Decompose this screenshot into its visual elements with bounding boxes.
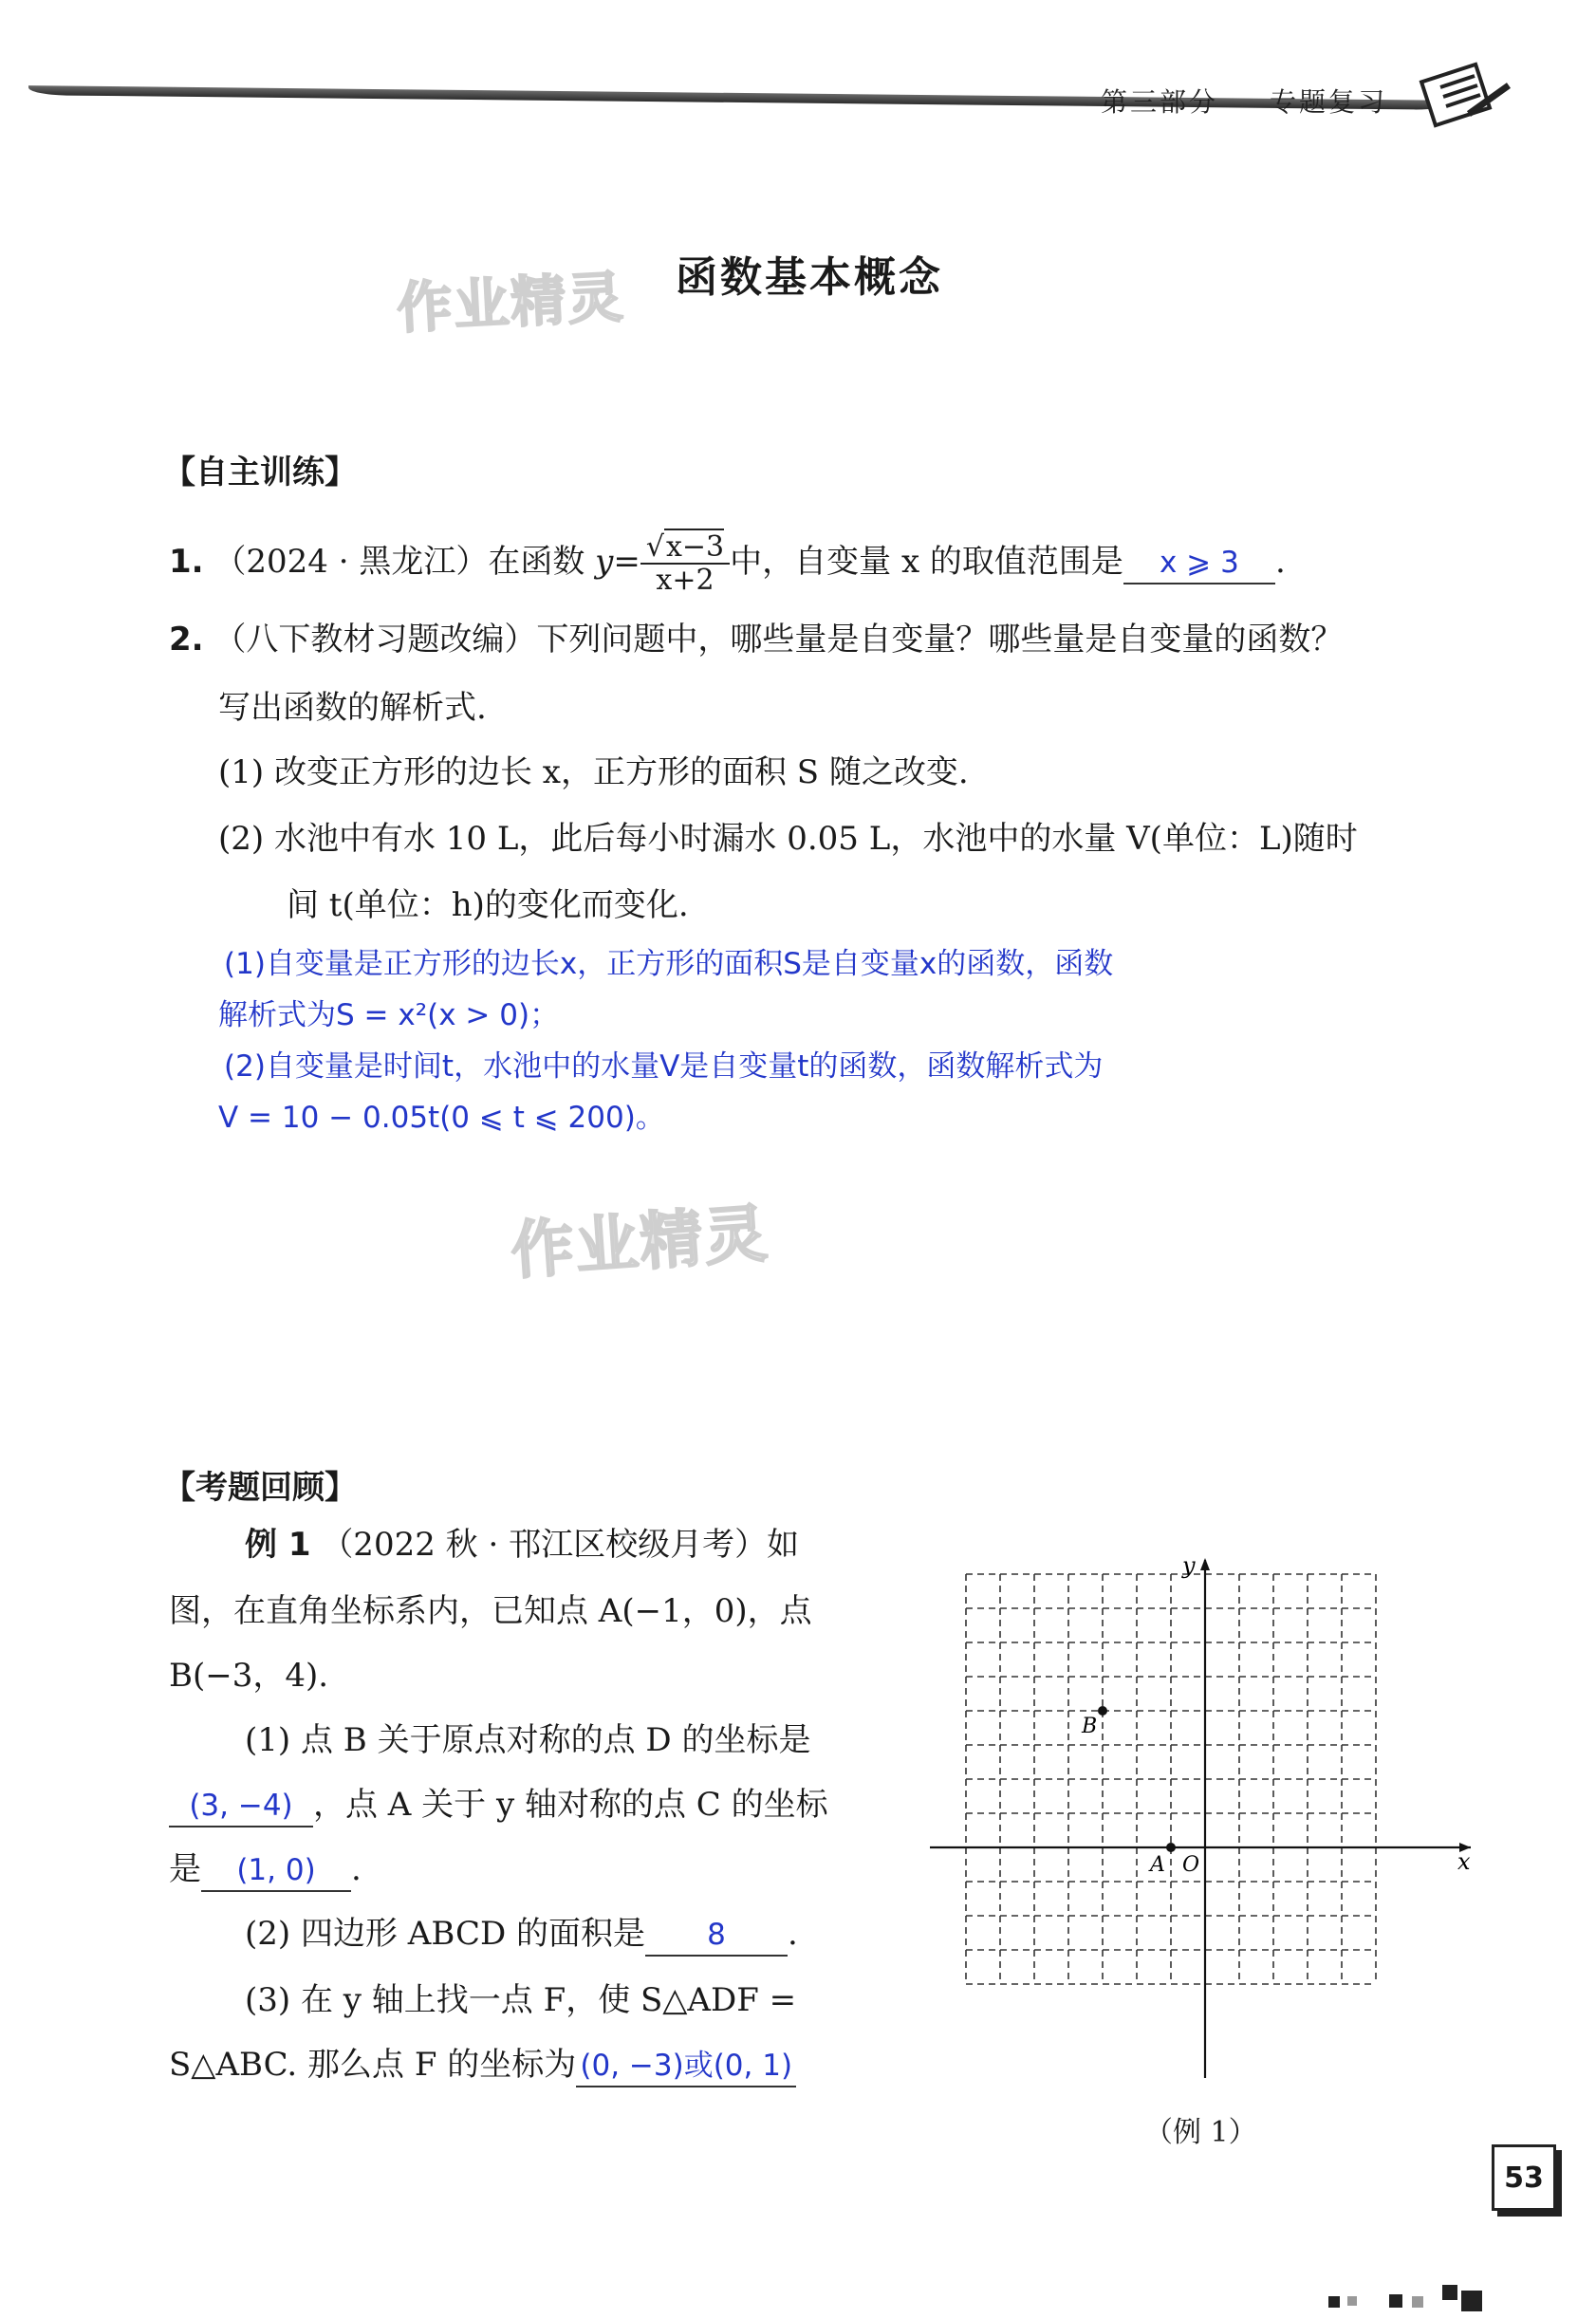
example-text: （2022 秋 · 邗江区校级月考）如 bbox=[321, 1526, 800, 1564]
answer: (0, −3)或(0, 1) bbox=[580, 2049, 793, 2083]
part-1-line-2 bbox=[169, 1784, 828, 1827]
part-1-line-1: (1) 点 B 关于原点对称的点 D 的坐标是 bbox=[245, 1721, 811, 1759]
part-text: ，点 A 关于 y 轴对称的点 C 的坐标 bbox=[313, 1786, 828, 1824]
answer-blank bbox=[645, 1913, 788, 1957]
question-text: （八下教材习题改编）下列问题中，哪些量是自变量？哪些量是自变量的函数？ bbox=[213, 621, 1344, 659]
part-3-line-2 bbox=[169, 2044, 796, 2087]
formula-lhs: y= bbox=[595, 543, 640, 581]
answer-line: 解析式为S = x²(x > 0)； bbox=[218, 998, 560, 1032]
watermark: 作业精灵 bbox=[509, 1197, 771, 1289]
point-b-label: B bbox=[1082, 1715, 1098, 1738]
fraction: $\frac{√x-3}{x+2}$ bbox=[640, 531, 730, 596]
answer: x ⩾ 3 bbox=[1160, 546, 1239, 580]
part-2 bbox=[245, 1913, 798, 1957]
grid-lines bbox=[966, 1574, 1376, 1984]
question-text: 中，自变量 x 的取值范围是 bbox=[730, 543, 1123, 581]
watermark: 作业精灵 bbox=[395, 264, 626, 342]
part-3-line-1: (3) 在 y 轴上找一点 F，使 S△ADF = bbox=[245, 1981, 797, 2019]
question-2-sub-2b: 间 t(单位：h)的变化而变化. bbox=[287, 886, 689, 924]
period: . bbox=[1274, 543, 1286, 581]
page-title: 函数基本概念 bbox=[676, 253, 943, 302]
header-rule bbox=[28, 85, 1452, 110]
fraction-denominator: x+2 bbox=[656, 564, 714, 597]
answer-line: (2)自变量是时间t，水池中的水量V是自变量t的函数，函数解析式为 bbox=[224, 1049, 1104, 1084]
x-axis-label: x bbox=[1457, 1848, 1471, 1875]
answer-blank bbox=[576, 2044, 796, 2087]
fraction-numerator: x−3 bbox=[665, 530, 725, 564]
question-2-sub-2a: (2) 水池中有水 10 L，此后每小时漏水 0.05 L，水池中的水量 V(单位：L)随时 bbox=[218, 820, 1358, 858]
question-text: 在函数 bbox=[488, 543, 596, 581]
answer: 8 bbox=[707, 1918, 726, 1952]
origin-label: O bbox=[1182, 1853, 1200, 1877]
answer: (1, 0) bbox=[236, 1853, 316, 1887]
header-topic-label: 专题复习 bbox=[1270, 86, 1388, 118]
part-text: (2) 四边形 ABCD 的面积是 bbox=[245, 1915, 646, 1953]
answer-blank bbox=[201, 1848, 351, 1892]
answer: (3, −4) bbox=[189, 1789, 293, 1823]
coordinate-grid-figure bbox=[920, 1547, 1490, 2097]
question-2-line-2: 写出函数的解析式. bbox=[218, 689, 487, 727]
point-a-label: A bbox=[1150, 1853, 1165, 1877]
answer-blank bbox=[1123, 541, 1275, 584]
page-number: 53 bbox=[1492, 2144, 1556, 2211]
figure-caption: （例 1） bbox=[1144, 2116, 1257, 2149]
question-2-sub-1: (1) 改变正方形的边长 x，正方形的面积 S 随之改变. bbox=[218, 753, 969, 791]
question-number: 2. bbox=[169, 621, 204, 659]
question-2-line-1 bbox=[169, 619, 1343, 660]
example-1-intro-1 bbox=[245, 1524, 799, 1566]
point-a-marker bbox=[1166, 1843, 1176, 1852]
example-1-intro-3: B(−3，4). bbox=[169, 1657, 329, 1695]
example-1-intro-2: 图，在直角坐标系内，已知点 A(−1，0)，点 bbox=[169, 1592, 812, 1630]
question-1 bbox=[169, 531, 1286, 596]
part-1-line-3 bbox=[169, 1848, 362, 1892]
example-label: 例 1 bbox=[245, 1526, 311, 1564]
header-part-label: 第三部分 bbox=[1101, 86, 1219, 118]
y-axis-arrow-icon bbox=[1200, 1558, 1210, 1570]
point-b-marker bbox=[1098, 1706, 1107, 1716]
part-text: S△ABC. 那么点 F 的坐标为 bbox=[169, 2046, 577, 2084]
y-axis-label: y bbox=[1182, 1552, 1196, 1579]
period: . bbox=[351, 1850, 362, 1888]
notebook-icon bbox=[1414, 59, 1518, 135]
answer-line: (1)自变量是正方形的边长x，正方形的面积S是自变量x的函数，函数 bbox=[224, 947, 1114, 981]
question-number: 1. bbox=[169, 543, 204, 581]
section-heading-review: 【考题回顾】 bbox=[163, 1469, 357, 1507]
part-text: 是 bbox=[169, 1850, 201, 1888]
section-heading-self-training: 【自主训练】 bbox=[163, 454, 357, 492]
period: . bbox=[788, 1915, 798, 1953]
answer-blank bbox=[169, 1784, 313, 1827]
answer-line: V = 10 − 0.05t(0 ⩽ t ⩽ 200)。 bbox=[218, 1101, 665, 1135]
question-source: （2024 · 黑龙江） bbox=[213, 543, 489, 581]
